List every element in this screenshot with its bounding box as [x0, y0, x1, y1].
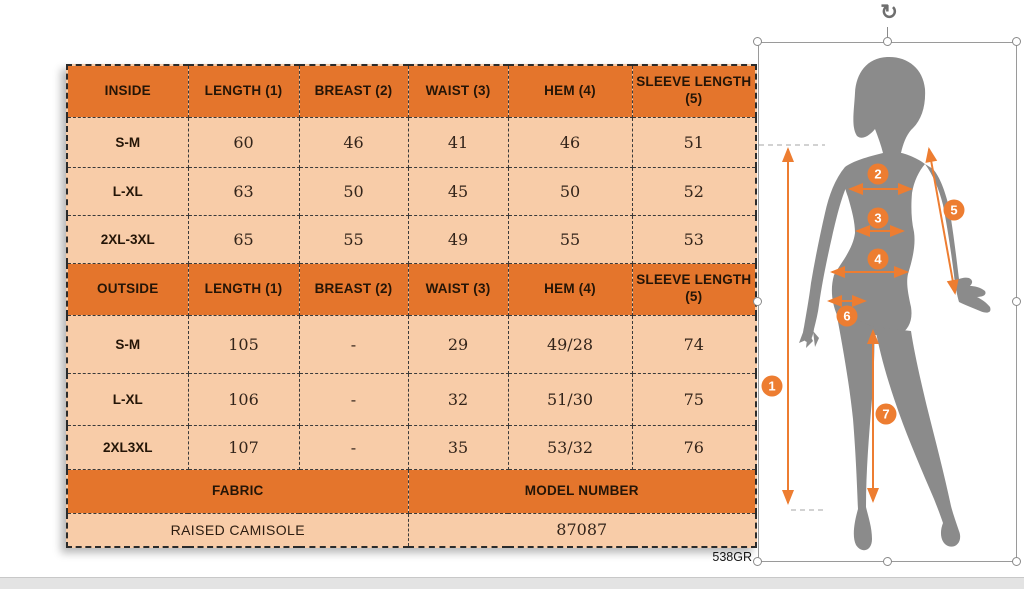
value-cell[interactable]: -	[299, 315, 408, 373]
svg-text:5: 5	[950, 202, 958, 218]
table-row	[67, 167, 756, 215]
header-cell-length[interactable]: LENGTH (1)	[188, 263, 299, 315]
rotate-icon: ↻	[880, 1, 898, 24]
value-cell[interactable]: 51/30	[508, 373, 632, 425]
measure-badge-7	[876, 404, 897, 425]
value-cell[interactable]: 107	[188, 425, 299, 469]
size-guide-figure-image[interactable]	[758, 42, 1017, 562]
svg-text:4: 4	[874, 251, 882, 267]
header-row-outside	[67, 263, 756, 315]
header-cell-breast[interactable]: BREAST (2)	[299, 263, 408, 315]
value-cell[interactable]: 32	[408, 373, 508, 425]
header-cell-inside[interactable]: INSIDE	[67, 65, 188, 117]
svg-text:7: 7	[882, 406, 890, 422]
measure-badge-6	[837, 306, 858, 327]
measure-badge-1	[762, 376, 783, 397]
value-cell[interactable]: 53/32	[508, 425, 632, 469]
value-cell[interactable]: 74	[632, 315, 756, 373]
value-cell[interactable]: 50	[508, 167, 632, 215]
resize-handle-top-right[interactable]	[1012, 37, 1021, 46]
table-row	[67, 373, 756, 425]
size-cell[interactable]: S-M	[67, 315, 188, 373]
size-cell[interactable]: L-XL	[67, 373, 188, 425]
value-cell[interactable]: 76	[632, 425, 756, 469]
header-cell-breast[interactable]: BREAST (2)	[299, 65, 408, 117]
header-cell-model-number[interactable]: MODEL NUMBER	[408, 469, 756, 513]
table-row	[67, 215, 756, 263]
value-cell[interactable]: 35	[408, 425, 508, 469]
header-row-inside	[67, 65, 756, 117]
measure-badge-2	[868, 164, 889, 185]
resize-handle-bottom-middle[interactable]	[883, 557, 892, 566]
size-cell[interactable]: S-M	[67, 117, 188, 167]
footer-value-row	[67, 513, 756, 547]
svg-text:6: 6	[843, 308, 851, 324]
size-cell[interactable]: 2XL3XL	[67, 425, 188, 469]
resize-handle-middle-left[interactable]	[753, 297, 762, 306]
value-cell[interactable]: 49	[408, 215, 508, 263]
svg-text:2: 2	[874, 166, 882, 182]
resize-handle-top-left[interactable]	[753, 37, 762, 46]
value-cell[interactable]: 63	[188, 167, 299, 215]
table-row	[67, 425, 756, 469]
value-cell[interactable]: -	[299, 425, 408, 469]
value-cell[interactable]: 55	[299, 215, 408, 263]
table-row	[67, 117, 756, 167]
value-cell[interactable]: 49/28	[508, 315, 632, 373]
woman-silhouette	[799, 57, 990, 550]
header-cell-outside[interactable]: OUTSIDE	[67, 263, 188, 315]
size-cell[interactable]: L-XL	[67, 167, 188, 215]
value-cell[interactable]: 29	[408, 315, 508, 373]
value-cell[interactable]: 60	[188, 117, 299, 167]
fabric-value-cell[interactable]: RAISED CAMISOLE	[67, 513, 408, 547]
reference-dashed-lines	[759, 145, 825, 510]
footer-header-row	[67, 469, 756, 513]
value-cell[interactable]: 51	[632, 117, 756, 167]
style-code-label: 538GR	[712, 550, 752, 564]
measurement-figure-graphic	[759, 43, 1018, 563]
header-cell-hem[interactable]: HEM (4)	[508, 263, 632, 315]
measure-badge-5	[944, 200, 965, 221]
measure-badge-4	[868, 249, 889, 270]
header-cell-sleeve-length[interactable]: SLEEVE LENGTH (5)	[632, 65, 756, 117]
value-cell[interactable]: 106	[188, 373, 299, 425]
resize-handle-bottom-right[interactable]	[1012, 557, 1021, 566]
model-number-value-cell[interactable]: 87087	[408, 513, 756, 547]
header-cell-length[interactable]: LENGTH (1)	[188, 65, 299, 117]
resize-handle-bottom-left[interactable]	[753, 557, 762, 566]
resize-handle-middle-right[interactable]	[1012, 297, 1021, 306]
value-cell[interactable]: 55	[508, 215, 632, 263]
resize-handle-top-middle[interactable]	[883, 37, 892, 46]
header-cell-hem[interactable]: HEM (4)	[508, 65, 632, 117]
value-cell[interactable]: 52	[632, 167, 756, 215]
value-cell[interactable]: 50	[299, 167, 408, 215]
value-cell[interactable]: 53	[632, 215, 756, 263]
header-cell-fabric[interactable]: FABRIC	[67, 469, 408, 513]
value-cell[interactable]: 41	[408, 117, 508, 167]
value-cell[interactable]: 46	[299, 117, 408, 167]
value-cell[interactable]: 65	[188, 215, 299, 263]
value-cell[interactable]: -	[299, 373, 408, 425]
slide-edge	[0, 577, 1024, 589]
table-row	[67, 315, 756, 373]
value-cell[interactable]: 46	[508, 117, 632, 167]
value-cell[interactable]: 75	[632, 373, 756, 425]
measure-badge-3	[868, 208, 889, 229]
svg-text:3: 3	[874, 210, 882, 226]
rotate-handle[interactable]	[878, 0, 900, 26]
header-cell-waist[interactable]: WAIST (3)	[408, 263, 508, 315]
header-cell-waist[interactable]: WAIST (3)	[408, 65, 508, 117]
svg-text:1: 1	[768, 378, 776, 394]
value-cell[interactable]: 105	[188, 315, 299, 373]
size-chart-table[interactable]	[66, 64, 757, 548]
value-cell[interactable]: 45	[408, 167, 508, 215]
size-cell[interactable]: 2XL-3XL	[67, 215, 188, 263]
header-cell-sleeve-length[interactable]: SLEEVE LENGTH (5)	[632, 263, 756, 315]
